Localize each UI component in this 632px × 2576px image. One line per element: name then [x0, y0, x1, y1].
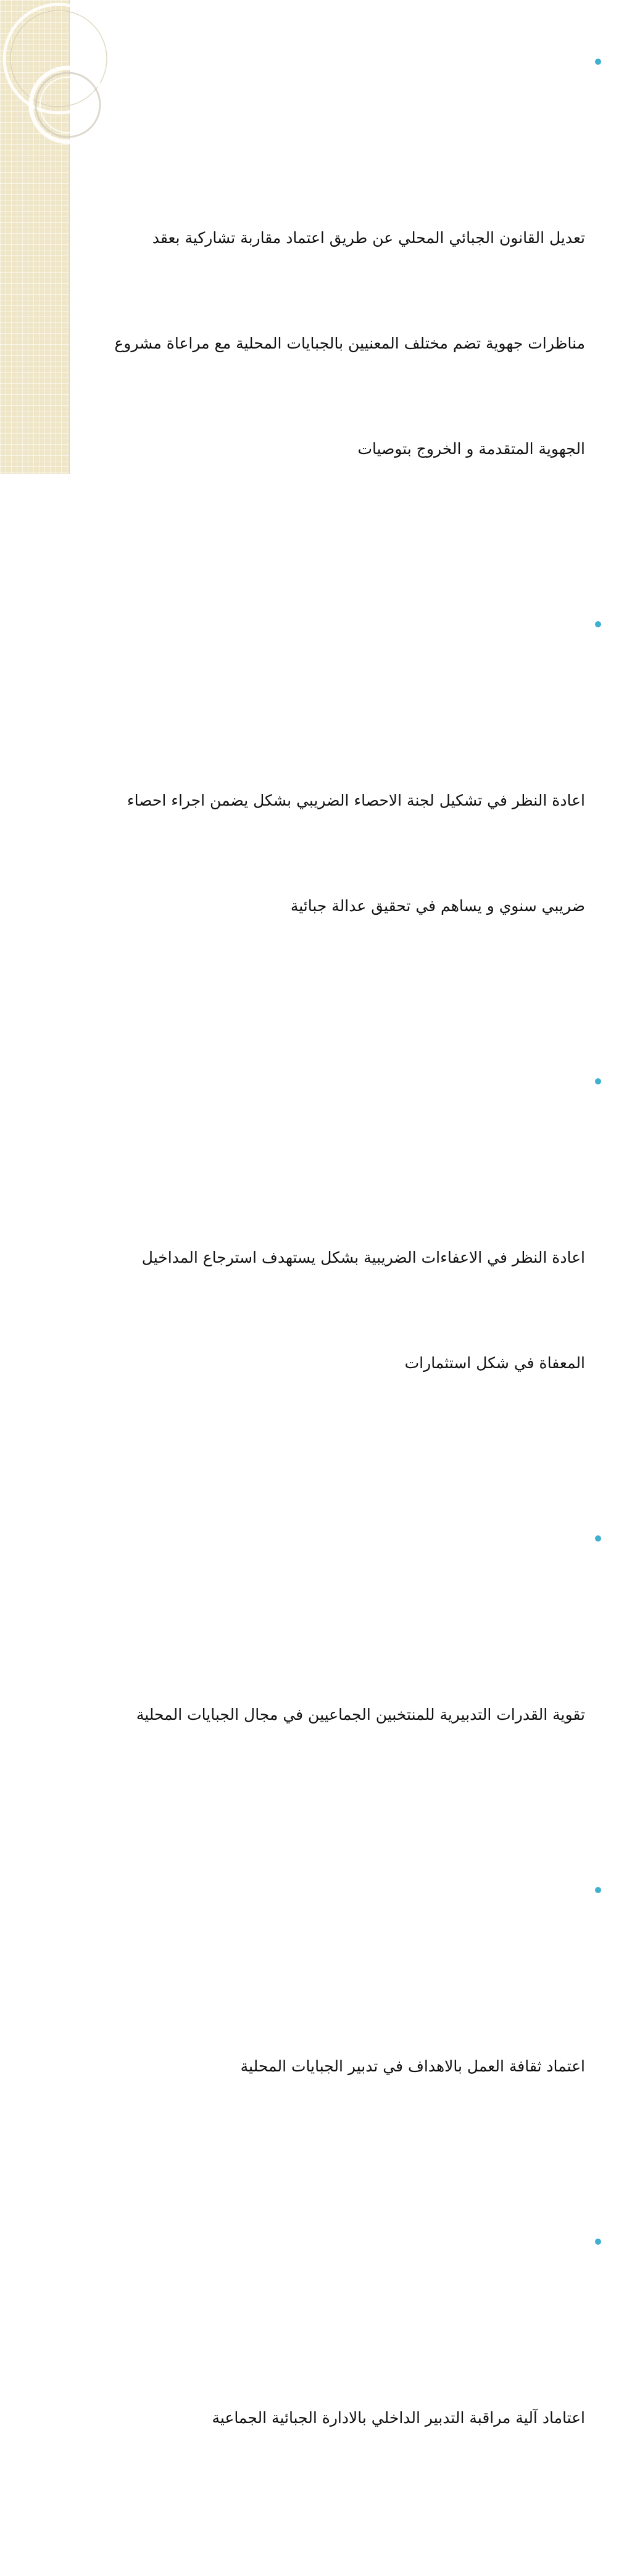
bullet-text — [0, 1627, 585, 1802]
bullet-text — [0, 1978, 585, 2154]
bullet-icon — [595, 1078, 601, 1084]
bullet-item-5 — [0, 1873, 585, 2224]
slide-content — [0, 44, 617, 2427]
bullet-item-6 — [0, 2224, 585, 2576]
bullet-text — [0, 712, 585, 994]
bullet-text — [0, 150, 585, 537]
bullet-line: تعديل القانون الجبائي المحلي عن طريق اعتماد مقاربة تشاركية بعقد — [152, 229, 585, 247]
bullet-line: مناظرات جهوية تضم مختلف المعنيين بالجبايات المحلية مع مراعاة مشروع — [114, 334, 585, 352]
bullet-line: اعتماد ثقافة العمل بالاهداف في تدبير الجبايات المحلية — [240, 2057, 585, 2075]
bullet-text — [0, 1170, 585, 1451]
bullet-line: اعادة النظر في تشكيل لجنة الاحصاء الضريبي بشكل يضمن اجراء احصاء — [127, 791, 585, 809]
bullet-line: تقوية القدرات التدبيرية للمنتخبين الجماعيين في مجال الجبايات المحلية — [136, 1706, 585, 1724]
bullet-icon — [595, 2239, 601, 2245]
bullet-icon — [595, 621, 601, 627]
bullet-item-1 — [0, 44, 585, 607]
bullet-line: ضريبي سنوي و يساهم في تحقيق عدالة جبائية — [290, 897, 585, 915]
bullet-item-2 — [0, 607, 585, 1064]
bullet-list — [0, 44, 617, 2576]
bullet-item-4 — [0, 1521, 585, 1873]
bullet-icon — [595, 1887, 601, 1893]
bullet-line: المعفاة في شكل استثمارات — [404, 1354, 585, 1372]
bullet-icon — [595, 1535, 601, 1542]
bullet-item-3 — [0, 1064, 585, 1521]
bullet-line: الجهوية المتقدمة و الخروج بتوصيات — [357, 440, 585, 458]
bullet-text — [0, 2330, 585, 2506]
bullet-line: اعادة النظر في الاعفاءات الضريبية بشكل يستهدف استرجاع المداخيل — [141, 1249, 585, 1266]
bullet-icon — [595, 59, 601, 65]
bullet-line: اعتاماد آلية مراقبة التدبير الداخلي بالادارة الجبائية الجماعية — [212, 2409, 585, 2427]
